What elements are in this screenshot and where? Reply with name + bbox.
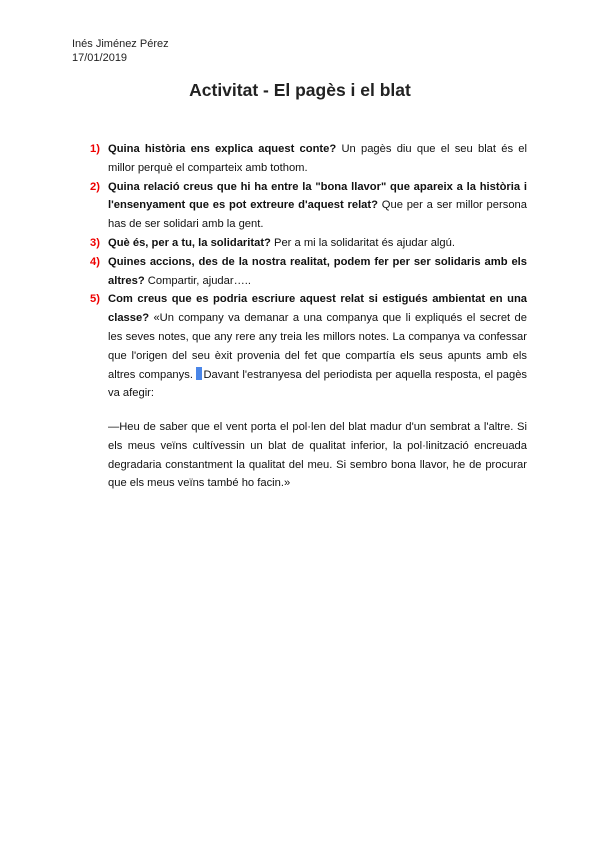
list-item bbox=[90, 140, 527, 178]
document-date: 17/01/2019 bbox=[72, 52, 128, 64]
answer-text: Compartir, ajudar….. bbox=[144, 274, 252, 287]
list-item bbox=[90, 234, 527, 253]
answer-text: Un pagès diu que el seu blat és el millor perquè el comparteix amb tothom. bbox=[108, 143, 527, 174]
answer-text: Que per a ser millor persona has de ser solidari amb la gent. bbox=[108, 199, 527, 231]
question-list bbox=[90, 140, 527, 403]
list-item bbox=[90, 290, 527, 403]
answer-text: Per a mi la solidaritat és ajudar algú. bbox=[270, 236, 455, 249]
item-number: 4) bbox=[90, 255, 100, 268]
item-number: 5) bbox=[90, 293, 100, 306]
item-number: 3) bbox=[90, 236, 100, 249]
question-text: Què és, per a tu, la solidaritat? bbox=[108, 236, 271, 249]
answer-text-continued: Davant l'estranyesa del periodista per aquella resposta, el pagès va afegir: bbox=[108, 368, 528, 400]
item-number: 1) bbox=[90, 143, 100, 155]
text-cursor-selection[interactable] bbox=[196, 367, 202, 380]
question-text: Quines accions, des de la nostra realitat, podem fer per ser solidaris amb els altres? bbox=[108, 255, 527, 287]
answer-text: «Un company va demanar a una companya que li expliqués el secret de les seves notes, que any rere any treia les millors notes. La companya va confessar que l'origen del seu èxit provenia del fet que compartía els seus apunts amb els altres companys. bbox=[108, 312, 527, 381]
author-name: Inés Jiménez Pérez bbox=[72, 38, 169, 50]
list-item bbox=[90, 178, 527, 234]
document-title: Activitat - El pagès i el blat bbox=[189, 80, 411, 100]
item-number: 2) bbox=[90, 180, 100, 193]
quote-paragraph: —Heu de saber que el vent porta el pol·len del blat madur d'un sembrat a l'altre. Si els meus veïns cultívessin un blat de qualitat inferior, la pol·linització encreuada degradaria constantment la qualitat del meu. Si sembro bona llavor, he de procurar que els meus veïns també ho facin.» bbox=[108, 421, 527, 490]
question-text: Com creus que es podria escriure aquest relat si estigués ambientat en una classe? bbox=[108, 293, 527, 325]
question-text: Quina història ens explica aquest conte? bbox=[108, 143, 337, 155]
question-text: Quina relació creus que hi ha entre la "bona llavor" que apareix a la història i l'ensenyament que es pot extreure d'aquest relat? bbox=[108, 180, 527, 212]
list-item bbox=[90, 253, 527, 291]
